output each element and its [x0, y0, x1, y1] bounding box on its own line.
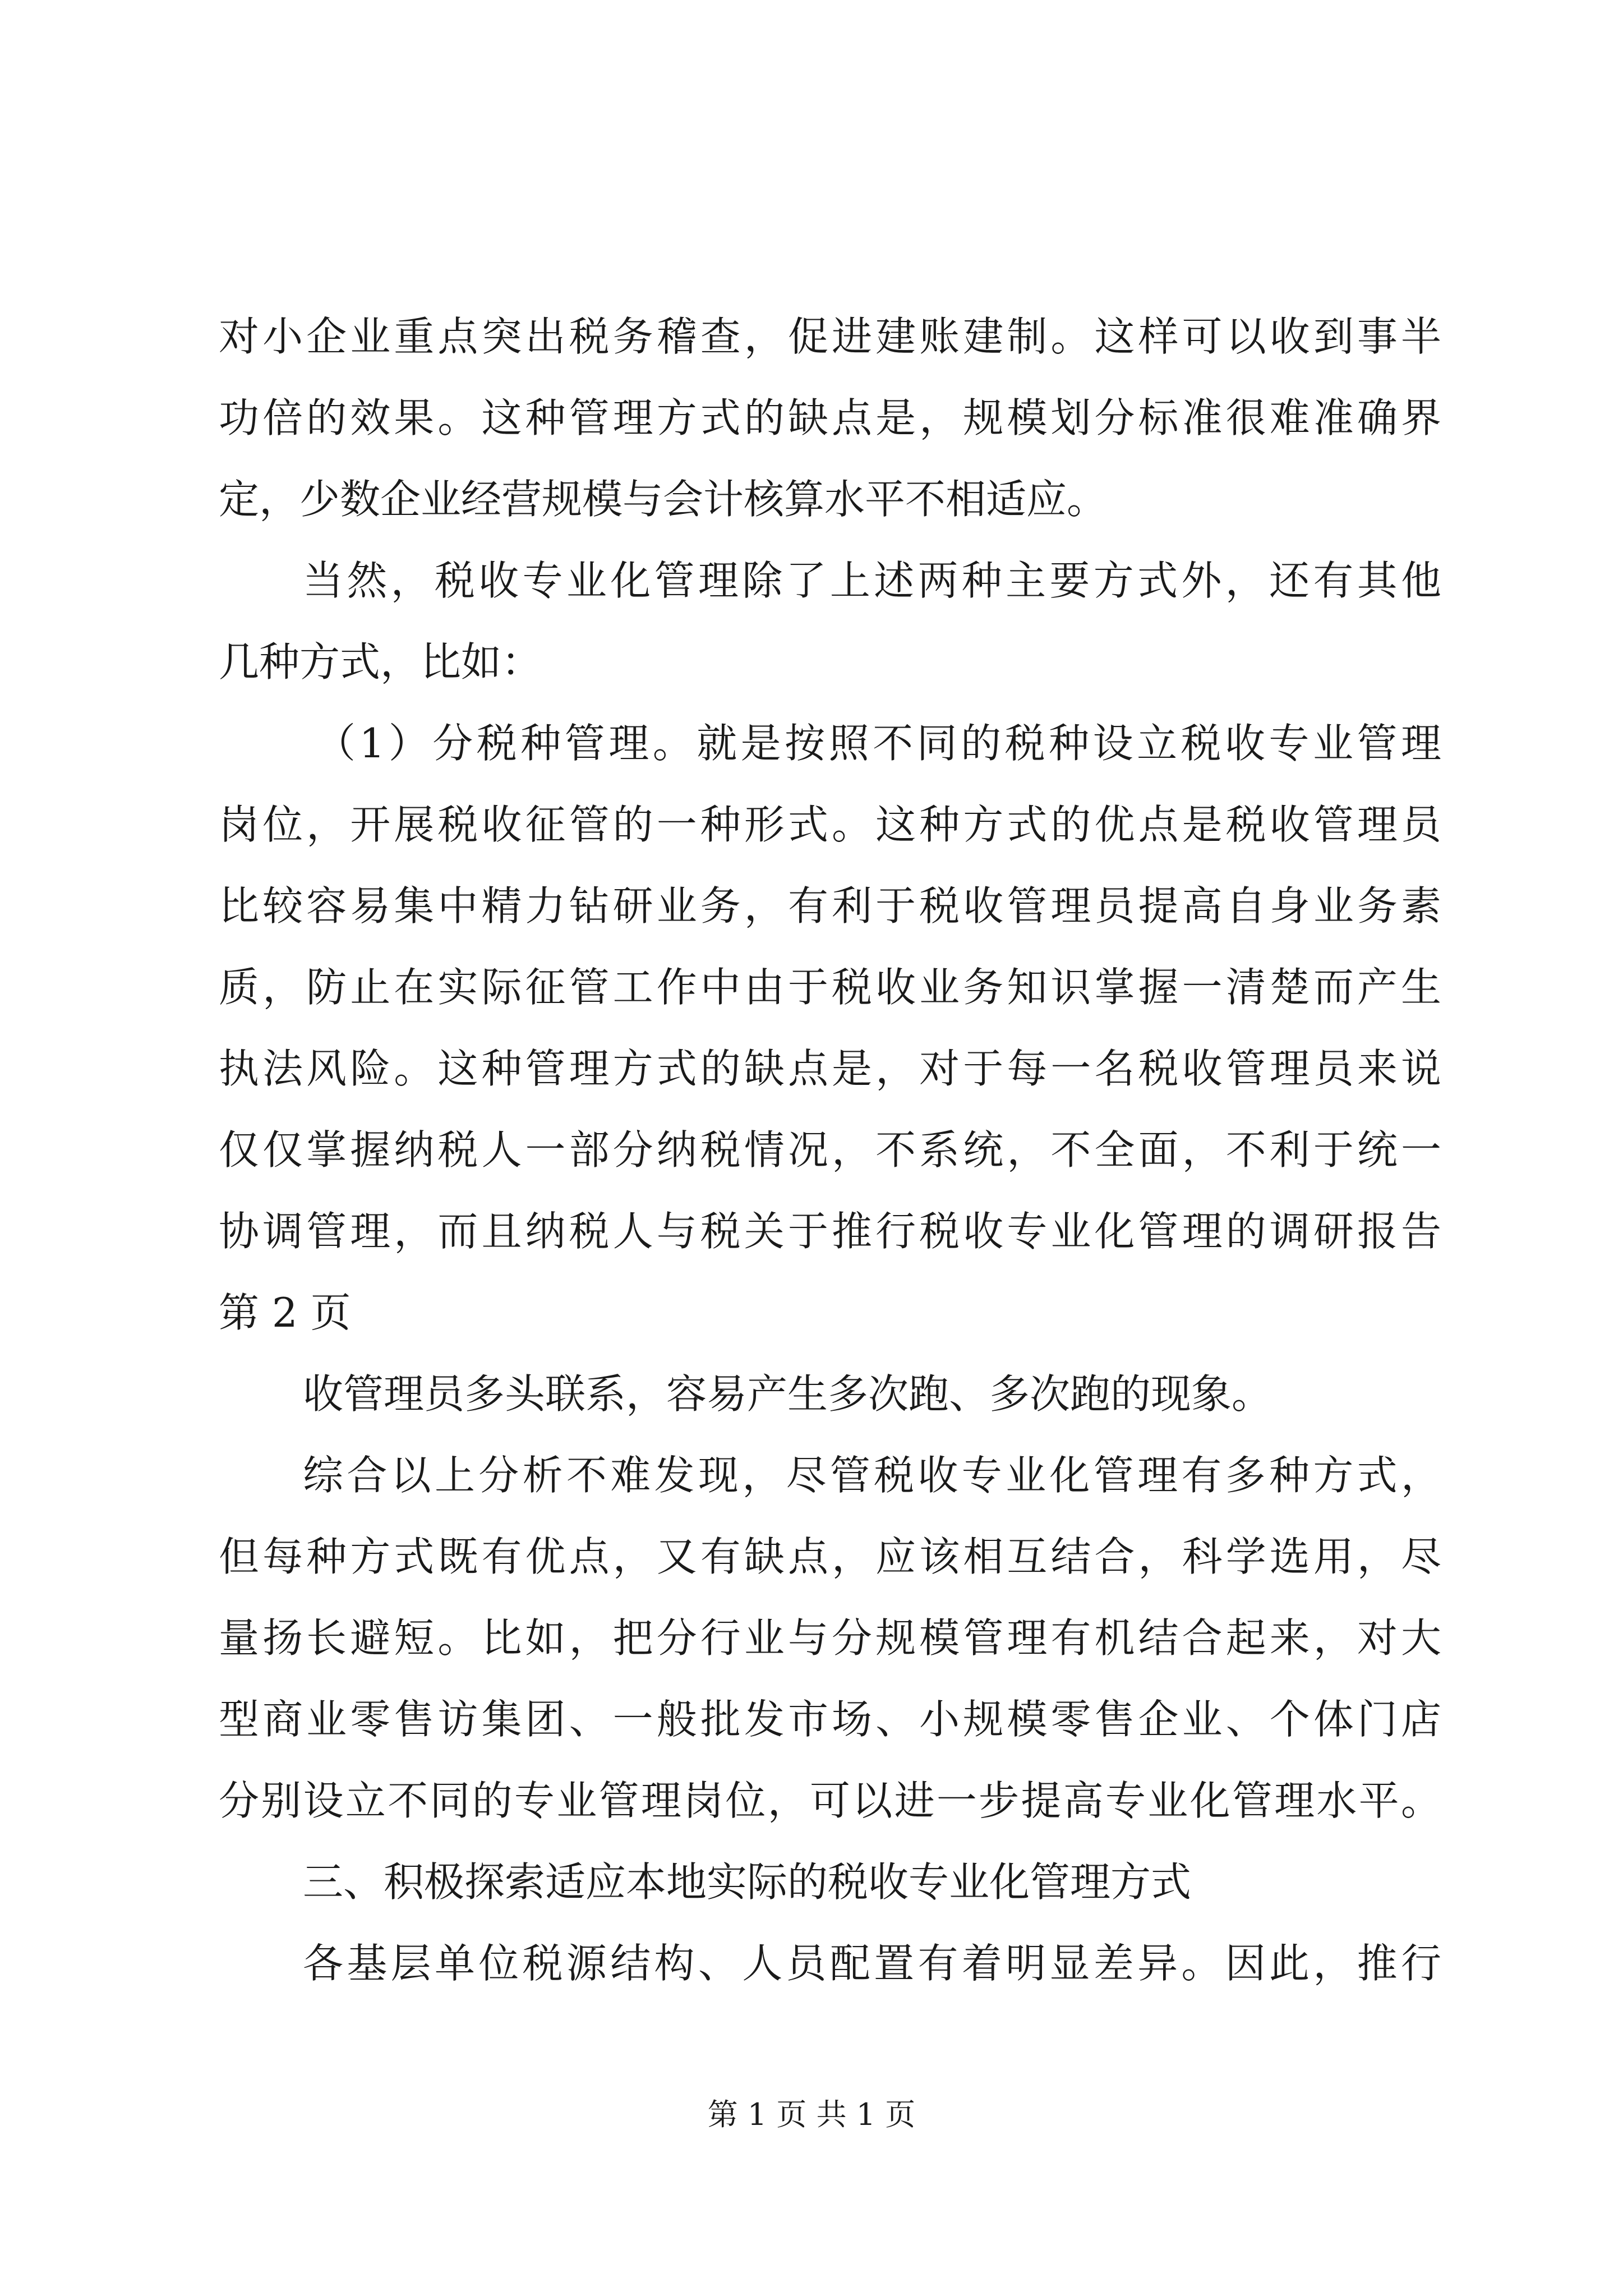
- text-line: 对小企业重点突出税务稽查，促进建账建制。这样可以收到事半: [219, 313, 1441, 360]
- text-line: 量扬长避短。比如，把分行业与分规模管理有机结合起来，对大: [219, 1614, 1441, 1662]
- page-footer: 第 1 页 共 1 页: [707, 2097, 916, 2132]
- text-line: 几种方式，比如：: [219, 638, 542, 685]
- text-line: 当然，税收专业化管理除了上述两种主要方式外，还有其他: [303, 557, 1441, 604]
- text-line: （1）分税种管理。就是按照不同的税种设立税收专业管理: [315, 720, 1441, 767]
- text-line: 型商业零售访集团、一般批发市场、小规模零售企业、个体门店: [219, 1696, 1441, 1743]
- page-marker: 第 2 页: [219, 1289, 351, 1336]
- text-line: 仅仅掌握纳税人一部分纳税情况，不系统，不全面，不利于统一: [219, 1126, 1441, 1174]
- text-line: 分别设立不同的专业管理岗位，可以进一步提高专业化管理水平。: [219, 1777, 1441, 1824]
- text-line: 各基层单位税源结构、人员配置有着明显差异。因此，推行: [303, 1940, 1441, 1987]
- text-line: 协调管理，而且纳税人与税关于推行税收专业化管理的调研报告: [219, 1208, 1441, 1255]
- text-line: 执法风险。这种管理方式的缺点是，对于每一名税收管理员来说: [219, 1045, 1441, 1092]
- text-line: 收管理员多头联系，容易产生多次跑、多次跑的现象。: [303, 1370, 1272, 1418]
- text-line: 但每种方式既有优点，又有缺点，应该相互结合，科学选用，尽: [219, 1533, 1441, 1580]
- text-line: 质，防止在实际征管工作中由于税收业务知识掌握一清楚而产生: [219, 964, 1441, 1011]
- text-line: 功倍的效果。这种管理方式的缺点是，规模划分标准很难准确界: [219, 394, 1441, 441]
- text-line: 定，少数企业经营规模与会计核算水平不相适应。: [219, 476, 1108, 523]
- text-line: 综合以上分析不难发现，尽管税收专业化管理有多种方式，: [303, 1452, 1441, 1499]
- text-line: 岗位，开展税收征管的一种形式。这种方式的优点是税收管理员: [219, 801, 1441, 848]
- section-heading: 三、积极探索适应本地实际的税收专业化管理方式: [303, 1858, 1192, 1906]
- text-line: 比较容易集中精力钻研业务，有利于税收管理员提高自身业务素: [219, 882, 1441, 930]
